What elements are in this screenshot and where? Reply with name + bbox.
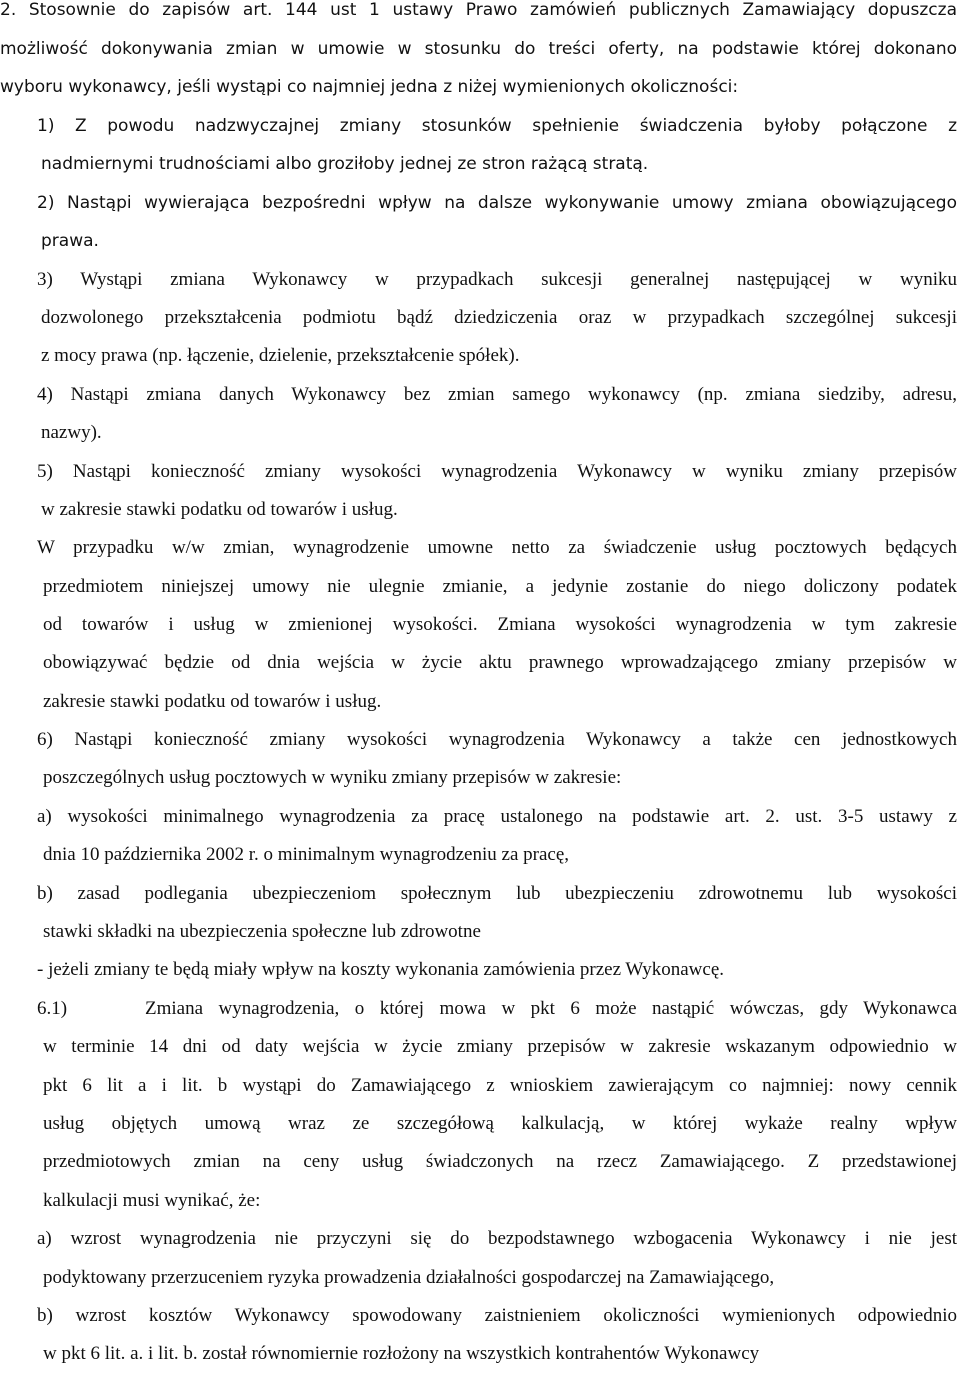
item-4-line: 4) Nastąpi zmiana danych Wykonawcy bez zmian samego wykonawcy (np. zmiana siedziby, adresu, bbox=[37, 384, 957, 405]
item-6a-line: dnia 10 października 2002 r. o minimalnym wynagrodzeniu za pracę, bbox=[43, 844, 570, 865]
item-6b-line: stawki składki na ubezpieczenia społeczne lub zdrowotne bbox=[43, 921, 481, 942]
condition-b-line: w pkt 6 lit. a. i lit. b. został równomiernie rozłożony na wszystkich kontrahentów Wykonawcy bbox=[43, 1343, 760, 1364]
condition-a-line: a) wzrost wynagrodzenia nie przyczyni się do bezpodstawnego wzbogacenia Wykonawcy i nie jest bbox=[37, 1228, 957, 1249]
condition-a-line: podyktowany przerzuceniem ryzyka prowadzenia działalności gospodarczej na Zamawiającego, bbox=[43, 1267, 775, 1288]
item-6-line: poszczególnych usług pocztowych w wyniku zmiany przepisów w zakresie: bbox=[43, 767, 622, 788]
item-6-condition: - jeżeli zmiany te będą miały wpływ na koszty wykonania zamówienia przez Wykonawcę. bbox=[37, 959, 724, 980]
item-3-line: z mocy prawa (np. łączenie, dzielenie, przekształcenie spółek). bbox=[41, 345, 520, 366]
item-2-line: prawa. bbox=[41, 231, 99, 251]
item-3-line: dozwolonego przekształcenia podmiotu bądź dziedziczenia oraz w przypadkach szczególnej sukcesji bbox=[41, 307, 957, 328]
item-6a-line: a) wysokości minimalnego wynagrodzenia za pracę ustalonego na podstawie art. 2. ust. 3-5 ustawy z bbox=[37, 806, 957, 827]
item-1-line: nadmiernymi trudnościami albo groziłoby jednej ze stron rażącą stratą. bbox=[41, 154, 649, 174]
item-4-line: nazwy). bbox=[41, 422, 102, 443]
vat-paragraph-line: od towarów i usług w zmienionej wysokości. Zmiana wysokości wynagrodzenia w tym zakresie bbox=[43, 614, 957, 635]
item-6-1-line: w terminie 14 dni od daty wejścia w życie zmiany przepisów w zakresie wskazanym odpowiednio w bbox=[43, 1036, 957, 1057]
condition-b-line: b) wzrost kosztów Wykonawcy spowodowany zaistnieniem okoliczności wymienionych odpowiednio bbox=[37, 1305, 957, 1326]
intro-line: możliwość dokonywania zmian w umowie w stosunku do treści oferty, na podstawie której dokonano bbox=[0, 39, 957, 59]
item-6-1-line: przedmiotowych zmian na ceny usług świadczonych na rzecz Zamawiającego. Z przedstawionej bbox=[43, 1151, 957, 1172]
intro-line: wyboru wykonawcy, jeśli wystąpi co najmniej jedna z niżej wymienionych okoliczności: bbox=[0, 77, 739, 97]
item-6-1-line: usług objętych umową wraz ze szczegółową kalkulacją, w której wykaże realny wpływ bbox=[43, 1113, 957, 1134]
item-6-1-first-line: Zmiana wynagrodzenia, o której mowa w pkt 6 może nastąpić wówczas, gdy Wykonawca bbox=[145, 998, 957, 1019]
item-6-1-line: pkt 6 lit a i lit. b wystąpi do Zamawiającego z wnioskiem zawierającym co najmniej: nowy cennik bbox=[43, 1075, 957, 1096]
item-5-line: 5) Nastąpi konieczność zmiany wysokości wynagrodzenia Wykonawcy w wyniku zmiany przepisów bbox=[37, 461, 957, 482]
item-6-1-line: kalkulacji musi wynikać, że: bbox=[43, 1190, 261, 1211]
item-2-line: 2) Nastąpi wywierająca bezpośredni wpływ na dalsze wykonywanie umowy zmiana obowiązującego bbox=[37, 193, 957, 213]
vat-paragraph-line: obowiązywać będzie od dnia wejścia w życie aktu prawnego wprowadzającego zmiany przepisów w bbox=[43, 652, 957, 673]
vat-paragraph-line: W przypadku w/w zmian, wynagrodzenie umowne netto za świadczenie usług pocztowych będących bbox=[37, 537, 957, 558]
item-6-line: 6) Nastąpi konieczność zmiany wysokości wynagrodzenia Wykonawcy a także cen jednostkowych bbox=[37, 729, 957, 750]
item-5-line: w zakresie stawki podatku od towarów i usług. bbox=[41, 499, 398, 520]
item-6-1-label: 6.1) bbox=[37, 998, 68, 1019]
item-3-line: 3) Wystąpi zmiana Wykonawcy w przypadkach sukcesji generalnej następującej w wyniku bbox=[37, 269, 957, 290]
intro-line: 2. Stosownie do zapisów art. 144 ust 1 ustawy Prawo zamówień publicznych Zamawiający dopuszcza bbox=[0, 0, 957, 20]
item-1-line: 1) Z powodu nadzwyczajnej zmiany stosunków spełnienie świadczenia byłoby połączone z bbox=[37, 116, 957, 136]
item-6b-line: b) zasad podlegania ubezpieczeniom społecznym lub ubezpieczeniu zdrowotnemu lub wysokości bbox=[37, 883, 957, 904]
vat-paragraph-line: zakresie stawki podatku od towarów i usług. bbox=[43, 691, 382, 712]
vat-paragraph-line: przedmiotem niniejszej umowy nie ulegnie zmianie, a jedynie zostanie do niego doliczony podatek bbox=[43, 576, 957, 597]
